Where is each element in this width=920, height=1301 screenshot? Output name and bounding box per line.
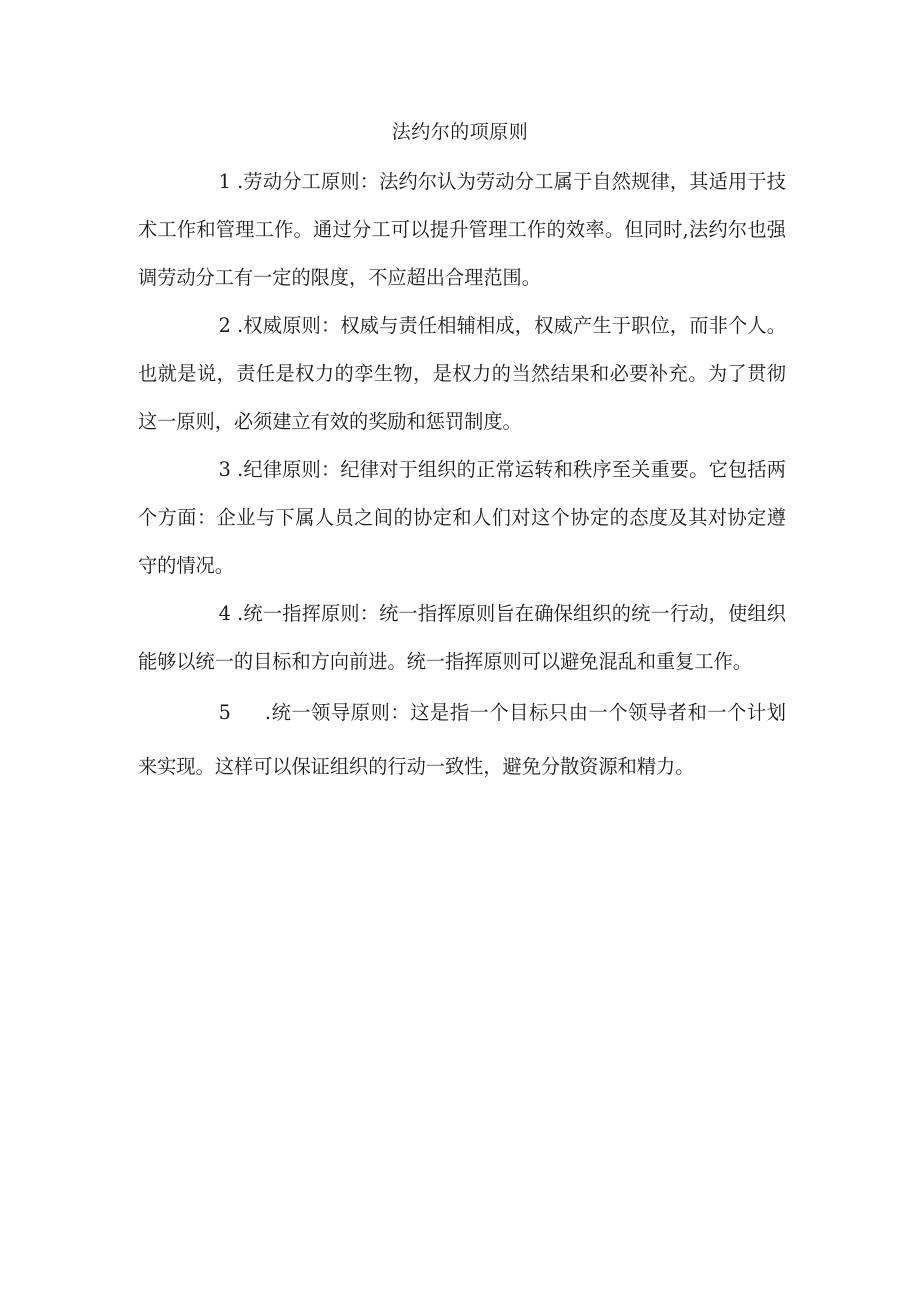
principle-text-1: .劳动分工原则：法约尔认为劳动分工属于自然规律，其适用于技术工作和管理工作。通过分工可以提升管理工作的效率。但同时,法约尔也强调劳动分工有一定的限度，不应超出合理范围。 (138, 170, 786, 289)
principle-number-4: 4 (218, 602, 231, 625)
principle-number-3: 3 (218, 458, 231, 481)
principle-text-5: .统一领导原则：这是指一个目标只由一个领导者和一个计划来实现。这样可以保证组织的行动一致性，避免分散资源和精力。 (138, 701, 786, 778)
principle-number-5: 5 (218, 701, 231, 724)
principle-paragraph-2 (138, 302, 786, 446)
principle-number-2: 2 (218, 314, 231, 337)
document-title: 法约尔的项原则 (391, 121, 529, 143)
principle-text-3: .纪律原则：纪律对于组织的正常运转和秩序至关重要。它包括两个方面：企业与下属人员之间的协定和人们对这个协定的态度及其对协定遵守的情况。 (138, 458, 786, 577)
principle-text-4: .统一指挥原则：统一指挥原则旨在确保组织的统一行动，使组织能够以统一的目标和方向前进。统一指挥原则可以避免混乱和重复工作。 (138, 602, 786, 673)
principle-number-1: 1 (218, 170, 231, 193)
principle-paragraph-5 (138, 686, 786, 794)
principle-paragraph-3 (138, 446, 786, 590)
principle-paragraph-4 (138, 590, 786, 686)
principle-text-2: .权威原则：权威与责任相辅相成，权威产生于职位，而非个人。也就是说，责任是权力的孪生物，是权力的当然结果和必要补充。为了贯彻这一原则，必须建立有效的奖励和惩罚制度。 (138, 314, 786, 433)
principle-paragraph-1 (138, 158, 786, 302)
